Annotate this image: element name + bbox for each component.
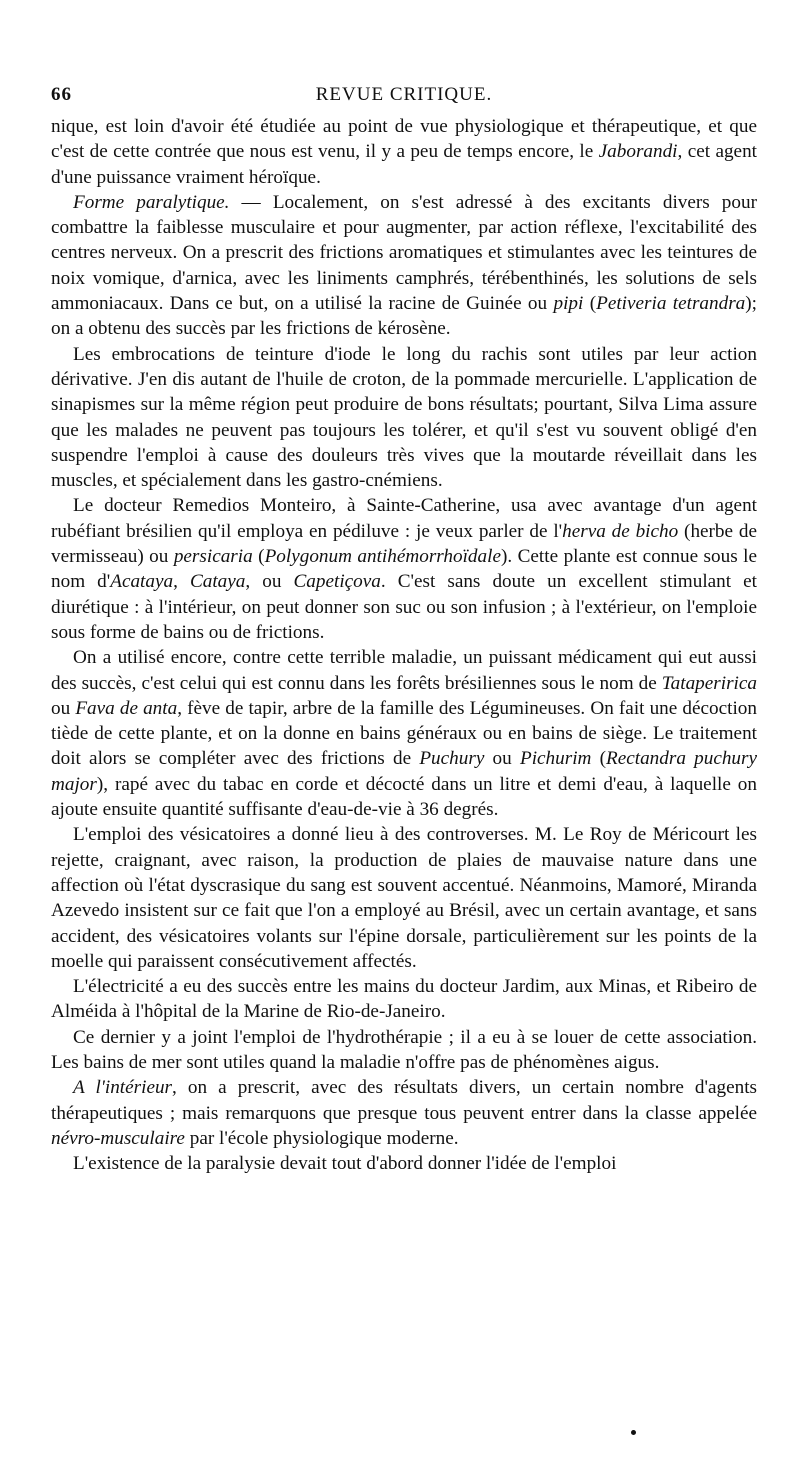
text-run: ). Cette plante est connue sous le nom d' [51,546,757,593]
page-number: 66 [51,84,72,105]
text-run: , on a prescrit, avec des résultats divers, un certain nombre d'agents thérapeutiques ; mais remarquons que presque tous peuvent entrer dans la classe appelée [51,1077,757,1124]
paragraph [51,1151,757,1176]
text-run: Le docteur Remedios Monteiro, à Sainte-Catherine, usa avec avantage d'un agent rubéfiant brésilien qu'il employa en pédiluve : je veux parler de l' [51,495,757,542]
text-run: , fève de tapir, arbre de la famille des Légumineuses. On fait une décoction tiède de cette plante, et on la donne en bains généraux ou en bains de siège. Le traitement doit alors se compléter avec des frictions de [51,697,757,770]
paragraph [51,190,757,342]
text-run: , [173,571,190,593]
text-run: L'électricité a eu des succès entre les mains du docteur Jardim, aux Minas, et Ribeiro de Alméida à l'hôpital de la Marine de Rio-de-Janeiro. [51,976,757,1023]
text-run: Les embrocations de teinture d'iode le long du rachis sont utiles par leur action dérivative. J'en dis autant de l'huile de croton, de la pommade mercurielle. L'application de sinapismes sur la même région peut produire de bons résultats; pourtant, Silva Lima assure que les malades ne peuvent pas toujours les tolérer, et qu'il s'est vu souvent obligé d'en suspendre l'emploi à cause des douleurs très vives que la moutarde réveillait dans les muscles, et spécialement dans les gastro-cnémiens. [51,343,757,492]
italic-term: Puchury [419,748,485,770]
text-run: (herbe de vermisseau) ou [51,520,757,568]
text-run: On a utilisé encore, contre cette terrible maladie, un puissant médicament qui eut aussi des succès, c'est celui qui est connu dans les forêts brésiliennes sous le nom de [51,647,757,694]
italic-term: Polygonum antihémorrhoïdale [264,546,501,568]
paragraph [51,822,757,974]
paragraph [51,493,757,645]
text-run: — Localement, on s'est adressé à des excitants divers pour combattre la faiblesse musculaire et pour augmenter, par action réflexe, l'excitabilité des centres nerveux. On a prescrit des frictions aromatiques et stimulantes avec les teintures de noix vomique, d'arnica, avec les liniments camphrés, térébenthinés, les solutions de sels ammoniacaux. Dans ce but, on a utilisé la racine de Guinée ou [51,191,757,315]
text-run: ( [252,546,265,568]
text-run: ), rapé avec du tabac en corde et décocté dans un litre et demi d'eau, à laquelle on ajoute ensuite quantité suffisante d'eau-de-vie à 36 degrés. [51,773,757,821]
text-run: ( [583,293,597,315]
text-run: , ou [245,571,294,593]
paragraph [51,645,757,822]
italic-term: Cataya [189,571,246,593]
text-run: par l'école physiologique moderne. [184,1127,459,1149]
text-run: , cet agent d'une puissance vraiment héroïque. [51,141,757,188]
book-page [51,84,757,1176]
text-run: L'emploi des vésicatoires a donné lieu à des controverses. M. Le Roy de Méricourt les rejette, craignant, avec raison, la production de plaies de mauvaise nature dans une affection où l'état dyscrasique du sang est souvent accentué. Néanmoins, Mamoré, Miranda Azevedo insistent sur ce fait que l'on a employé au Brésil, avec un certain avantage, et sans accident, des vésicatoires volants sur l'épine dorsale, particulièrement sur les points de la moelle qui paraissent consécutivement affectés. [51,824,757,972]
body-text [51,114,757,1176]
italic-term: A l'intérieur [73,1077,173,1099]
running-title: REVUE CRITIQUE. [315,84,493,105]
italic-term: Forme paralytique. [73,191,230,213]
text-run: Ce dernier y a joint l'emploi de l'hydrothérapie ; il a eu à se louer de cette association. Les bains de mer sont utiles quand la maladie n'offre pas de phénomènes aigus. [51,1026,757,1073]
text-run: . C'est sans doute un excellent stimulant et diurétique : à l'intérieur, on peut donner son suc ou son infusion ; à l'extérieur, on l'emploie sous forme de bains ou de frictions. [51,571,757,643]
paragraph [51,974,757,1025]
italic-term: persicaria [173,546,253,568]
italic-term: Capetiçova [293,571,381,593]
text-run: ou [51,697,76,719]
paragraph [51,342,757,494]
italic-term: Pichurim [519,748,592,770]
italic-term: pipi [553,293,584,315]
italic-term: Acataya [110,571,174,593]
paragraph [51,1075,757,1151]
italic-term: Tataperirica [661,672,757,694]
paragraph [51,114,757,190]
text-run: ou [484,748,520,770]
italic-term: névro-musculaire [51,1127,185,1149]
italic-term: Rectandra puchury major [51,748,758,795]
running-head [51,84,757,114]
italic-term: herva de bicho [562,520,679,542]
text-run: ); on a obtenu des succès par les frictions de kérosène. [51,293,757,340]
text-run: ( [591,748,606,770]
paragraph [51,1025,757,1076]
italic-term: Jaborandi [598,141,678,163]
print-speck [631,1430,636,1435]
text-run: L'existence de la paralysie devait tout d'abord donner l'idée de l'emploi [73,1153,617,1175]
italic-term: Fava de anta [75,697,178,719]
text-run: nique, est loin d'avoir été étudiée au point de vue physiologique et thérapeutique, et que c'est de cette contrée que nous est venu, il y a peu de temps encore, le [51,116,757,163]
italic-term: Petiveria tetrandra [596,293,746,315]
